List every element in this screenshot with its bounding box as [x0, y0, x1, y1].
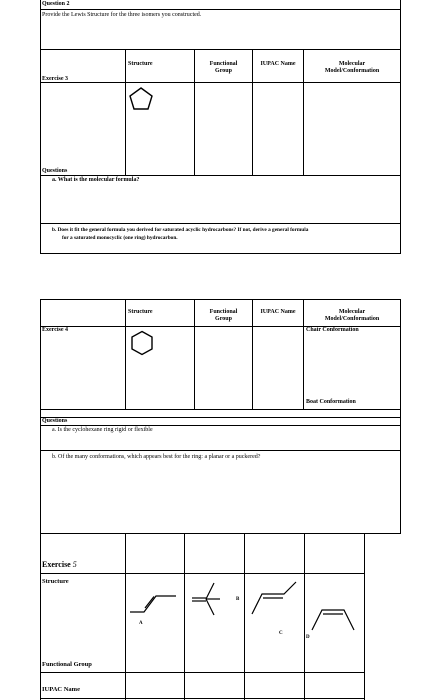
exercise4-header-functional: Functional — [209, 309, 238, 315]
exercise3-header-functional: Functional — [209, 61, 238, 67]
molecule-b-structure-icon — [186, 578, 242, 618]
exercise5-label — [42, 560, 77, 569]
exercise4-header-iupac: IUPAC Name — [260, 309, 296, 315]
molecule-d-structure-icon — [308, 604, 362, 634]
exercise4-header-molecular: Molecular — [338, 309, 366, 315]
exercise3-question-b-line2: for a saturated monocyclic (one ring) hydrocarbon. — [62, 235, 178, 241]
exercise4-label: Exercise 4 — [42, 327, 69, 333]
exercise3-header-molecular: Molecular — [338, 61, 366, 67]
molecule-c-structure-icon — [248, 580, 302, 622]
exercise5-structure-label: Structure — [42, 578, 69, 585]
exercise4-header-structure: Structure — [128, 309, 153, 315]
molecule-c-label: C — [279, 631, 283, 636]
question2-prompt: Provide the Lewis Structure for the three isomers you constructed. — [42, 12, 202, 18]
exercise3-label: Exercise 3 — [42, 76, 69, 82]
cyclohexane-structure-icon — [129, 330, 155, 356]
exercise3-question-b-line1: b. Does it fit the general formula you derived for saturated acyclic hydrocarbons? If not, derive a general formula — [52, 227, 309, 233]
exercise4-question-b: b. Of the many conformations, which appears best for the ring: a planar or a puckered? — [52, 454, 261, 460]
molecule-a-structure-icon — [128, 588, 184, 618]
exercise5-iupac-label: IUPAC Name — [42, 686, 80, 693]
exercise4-chair-conformation: Chair Conformation — [306, 327, 359, 333]
exercise5-label-number: 5 — [72, 560, 77, 569]
question2-heading: Question 2 — [42, 1, 70, 7]
exercise4-boat-conformation: Boat Conformation — [306, 399, 356, 405]
exercise5-functional-group-label: Functional Group — [42, 661, 92, 668]
exercise5-label-word: Exercise — [42, 560, 71, 569]
molecule-d-label: D — [306, 635, 310, 640]
exercise4-questions-label: Questions — [42, 418, 68, 424]
exercise4-header-model: Model/Conformation — [324, 316, 380, 322]
cyclopentane-structure-icon — [128, 86, 154, 112]
exercise3-question-a: a. What is the molecular formula? — [52, 177, 140, 183]
exercise4-header-group: Group — [215, 316, 232, 322]
exercise3-header-iupac: IUPAC Name — [260, 61, 296, 67]
exercise3-header-group: Group — [215, 68, 232, 74]
exercise3-questions-label: Questions — [42, 168, 68, 174]
exercise3-header-structure: Structure — [128, 61, 153, 67]
exercise4-question-a: a. Is the cyclohexane ring rigid or flexible — [52, 427, 153, 433]
molecule-b-label: B — [236, 597, 240, 602]
molecule-a-label: A — [139, 621, 143, 626]
exercise3-header-model: Model/Conformation — [324, 68, 380, 74]
